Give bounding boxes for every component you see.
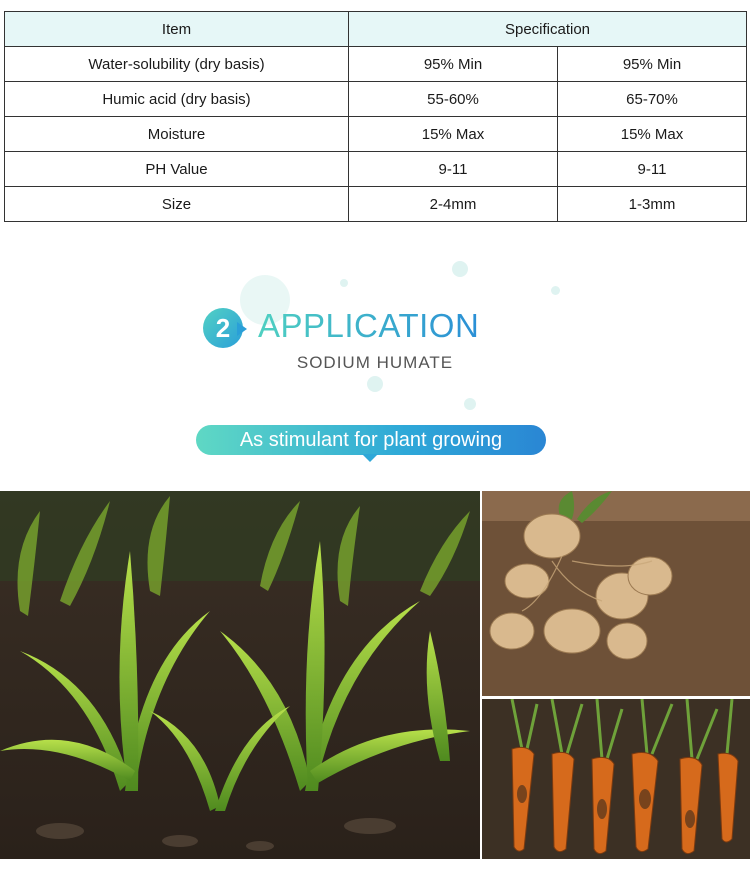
row-item: Size xyxy=(5,187,349,222)
row-spec-b: 9-11 xyxy=(558,152,747,187)
row-spec-a: 15% Max xyxy=(349,117,558,152)
section-number-badge xyxy=(203,308,249,348)
row-item: Water-solubility (dry basis) xyxy=(5,47,349,82)
table-row xyxy=(5,117,747,152)
decor-bubble xyxy=(464,398,476,410)
decor-bubble xyxy=(452,261,468,277)
speech-tail-icon xyxy=(237,322,247,336)
section-number: 2 xyxy=(203,308,243,348)
header-item: Item xyxy=(5,12,349,47)
usage-banner: As stimulant for plant growing xyxy=(196,425,546,455)
decor-bubble xyxy=(551,286,560,295)
row-spec-a: 9-11 xyxy=(349,152,558,187)
decor-bubble xyxy=(340,279,348,287)
corn-illustration xyxy=(0,491,480,859)
table-row xyxy=(5,47,747,82)
row-spec-a: 95% Min xyxy=(349,47,558,82)
row-spec-b: 95% Min xyxy=(558,47,747,82)
table-row xyxy=(5,187,747,222)
application-header xyxy=(0,300,750,390)
spec-table xyxy=(4,11,747,222)
table-row xyxy=(5,82,747,117)
bottom-spacer xyxy=(0,859,750,888)
table-header-row xyxy=(5,12,747,47)
section-subtitle: SODIUM HUMATE xyxy=(296,353,454,372)
row-item: Moisture xyxy=(5,117,349,152)
row-item: Humic acid (dry basis) xyxy=(5,82,349,117)
carrot-illustration xyxy=(482,699,750,859)
carrots-photo xyxy=(482,699,750,859)
row-spec-a: 55-60% xyxy=(349,82,558,117)
row-spec-a: 2-4mm xyxy=(349,187,558,222)
header-specification: Specification xyxy=(349,12,747,47)
banner-pointer-icon xyxy=(362,454,378,462)
row-spec-b: 1-3mm xyxy=(558,187,747,222)
section-title: APPLICATION xyxy=(258,307,480,344)
row-spec-b: 65-70% xyxy=(558,82,747,117)
potatoes-photo xyxy=(482,491,750,696)
potato-illustration xyxy=(482,491,750,696)
table-row xyxy=(5,152,747,187)
row-item: PH Value xyxy=(5,152,349,187)
corn-seedlings-photo xyxy=(0,491,480,859)
row-spec-b: 15% Max xyxy=(558,117,747,152)
